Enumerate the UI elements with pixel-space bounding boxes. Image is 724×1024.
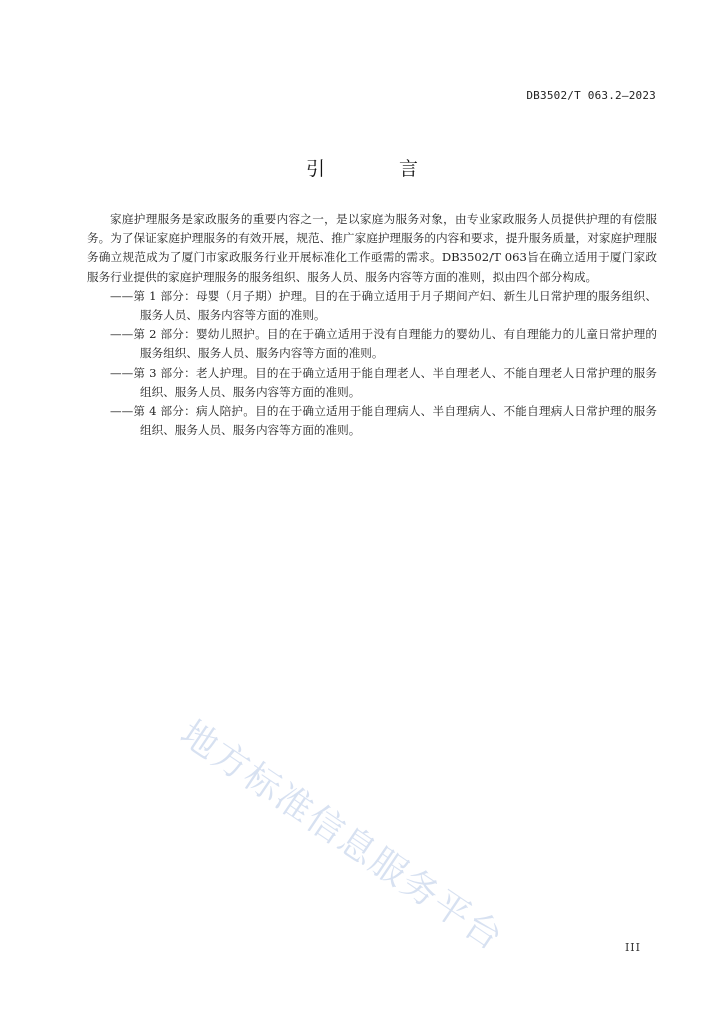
part-item-3: ——第 3 部分：老人护理。目的在于确立适用于能自理老人、半自理老人、不能自理老人日常护理的服务组织、服务人员、服务内容等方面的准则。	[110, 365, 657, 399]
watermark: 地方标准信息服务平台	[172, 712, 511, 960]
part-item-1: ——第 1 部分：母婴（月子期）护理。目的在于确立适用于月子期间产妇、新生儿日常护理的服务组织、服务人员、服务内容等方面的准则。	[110, 288, 657, 323]
section-title: 引 言	[305, 158, 453, 180]
part-item-4: ——第 4 部分：病人陪护。目的在于确立适用于能自理病人、半自理病人、不能自理病人日常护理的服务组织、服务人员、服务内容等方面的准则。	[110, 404, 657, 438]
page-number: III	[624, 941, 641, 954]
intro-paragraph: 家庭护理服务是家政服务的重要内容之一，是以家庭为服务对象，由专业家政服务人员提供护理的有偿服务。为了保证家庭护理服务的有效开展，规范、推广家庭护理服务的内容和要求，提升服务质量，对家庭护理服务确立规范成为了厦门市家政服务行业开展标准化工作亟需的需求。DB3502/T 063旨在确立适用于厦门家政服务行业提供的家庭护理服务的服务组织、服务人员、服务内容等方面的准则，拟由四个部分构成。	[87, 212, 657, 284]
document-code: DB3502/T 063.2—2023	[526, 89, 656, 102]
part-item-2: ——第 2 部分：婴幼儿照护。目的在于确立适用于没有自理能力的婴幼儿、有自理能力的儿童日常护理的服务组织、服务人员、服务内容等方面的准则。	[110, 327, 657, 361]
document-body	[87, 210, 657, 440]
